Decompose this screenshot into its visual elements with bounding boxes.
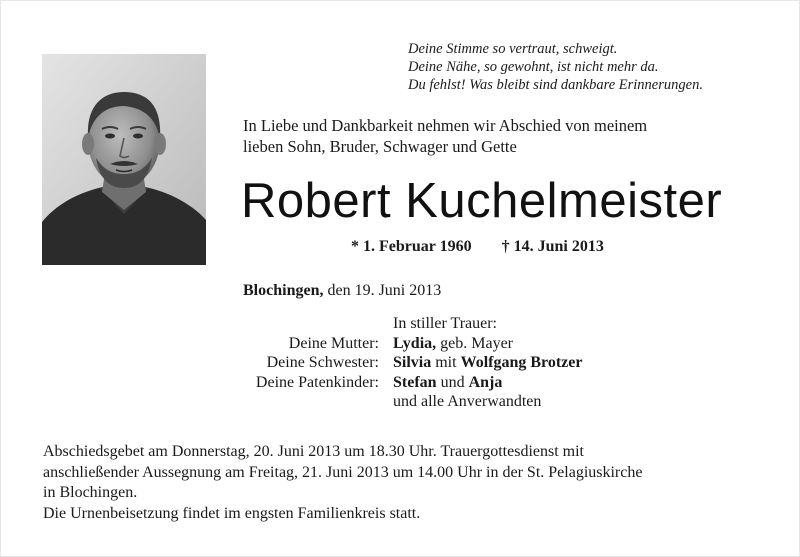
mourner-label: Deine Patenkinder: [255, 373, 379, 391]
mourner-connector: mit [435, 354, 457, 371]
death-date: † 14. Juni 2013 [501, 238, 604, 255]
mourner-name: Silvia [393, 354, 432, 371]
deceased-name: Robert Kuchelmeister [241, 174, 723, 228]
place-name: Blochingen, [243, 282, 324, 299]
life-dates [351, 237, 604, 257]
mourners-list [243, 314, 783, 412]
notice-date: den 19. Juni 2013 [327, 282, 442, 299]
mourner-row-sister [243, 353, 783, 373]
mourner-label: Deine Mutter: [288, 334, 379, 352]
mourner-name: Wolfgang Brotzer [460, 354, 583, 371]
poem-line: Du fehlst! Was bleibt sind dankbare Erinnerungen. [408, 77, 703, 93]
mourner-row-relatives [243, 392, 783, 412]
memorial-poem [408, 40, 788, 94]
poem-line: Deine Nähe, so gewohnt, ist nicht mehr da. [408, 59, 659, 75]
service-line: anschließender Aussegnung am Freitag, 21. Juni 2013 um 14.00 Uhr in der St. Pelagiuskirche [43, 463, 643, 481]
mourner-label: Deine Schwester: [266, 354, 379, 371]
place-date [243, 281, 441, 301]
portrait-illustration [42, 54, 206, 265]
mourner-row-mother [243, 334, 783, 354]
portrait-photo [42, 54, 206, 265]
intro-line: lieben Sohn, Bruder, Schwager und Gette [243, 137, 517, 156]
mourners-heading-row [243, 314, 783, 334]
service-details [43, 442, 783, 524]
birth-date: * 1. Februar 1960 [351, 238, 472, 255]
mourners-heading: In stiller Trauer: [393, 315, 497, 332]
mourner-connector: und [440, 373, 465, 391]
service-line: Abschiedsgebet am Donnerstag, 20. Juni 2013 um 18.30 Uhr. Trauergottesdienst mit [43, 443, 584, 460]
mourner-detail: geb. Mayer [440, 334, 513, 352]
intro-line: In Liebe und Dankbarkeit nehmen wir Abschied von meinem [243, 116, 648, 135]
mourner-name: Stefan [393, 373, 437, 391]
burial-line: Die Urnenbeisetzung findet im engsten Familienkreis statt. [43, 504, 421, 522]
service-line: in Blochingen. [43, 484, 138, 501]
intro-text [243, 115, 783, 157]
mourner-name: Lydia, [393, 334, 437, 352]
poem-line: Deine Stimme so vertraut, schweigt. [408, 41, 618, 57]
mourner-row-godchildren [243, 373, 783, 393]
relatives-text: und alle Anverwandten [393, 393, 542, 410]
mourner-name: Anja [468, 373, 503, 391]
